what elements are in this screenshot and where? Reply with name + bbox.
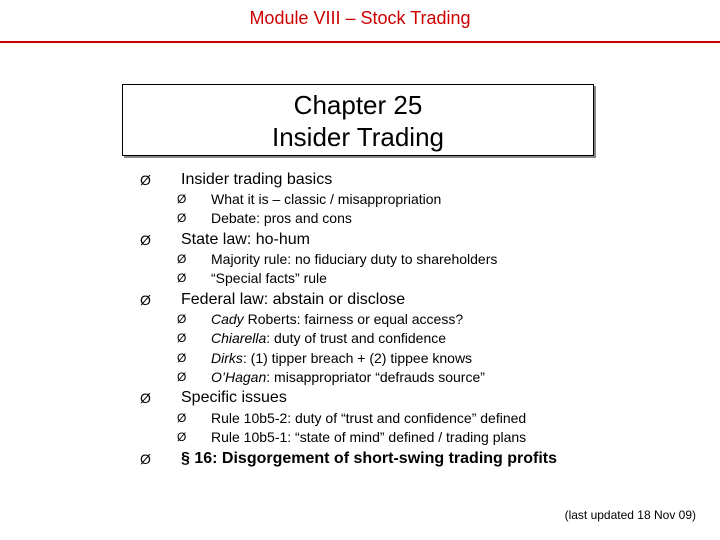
slide-header: Module VIII – Stock Trading xyxy=(249,8,471,28)
arrow-bullet-icon: Ø xyxy=(177,271,187,285)
list-item-text xyxy=(211,368,485,386)
list-item-text: Rule 10b5-2: duty of “trust and confidence” defined xyxy=(211,410,527,426)
section-heading: § 16: Disgorgement of short-swing trading profits xyxy=(181,450,558,467)
title-box xyxy=(122,84,594,156)
list-item-text: Debate: pros and cons xyxy=(211,210,352,226)
arrow-bullet-icon: Ø xyxy=(177,370,187,384)
case-name: O’Hagan xyxy=(211,369,267,385)
last-updated-note: (last updated 18 Nov 09) xyxy=(564,508,696,522)
arrow-bullet-icon: Ø xyxy=(177,211,187,225)
list-item-text: Majority rule: no fiduciary duty to shareholders xyxy=(211,251,498,267)
list-item-text xyxy=(211,329,446,347)
case-name: Cady xyxy=(211,311,244,327)
case-description: : duty of trust and confidence xyxy=(266,330,447,346)
section-heading: Insider trading basics xyxy=(181,171,333,188)
case-description: : (1) tipper breach + (2) tippee knows xyxy=(242,350,473,366)
case-name: Chiarella xyxy=(211,330,267,346)
arrow-bullet-icon: Ø xyxy=(177,351,187,365)
arrow-bullet-icon: Ø xyxy=(140,172,151,188)
arrow-bullet-icon: Ø xyxy=(177,192,187,206)
section-heading: Specific issues xyxy=(181,389,287,406)
arrow-bullet-icon: Ø xyxy=(177,331,187,345)
arrow-bullet-icon: Ø xyxy=(140,390,151,406)
case-name: Dirks xyxy=(211,350,243,366)
case-description: : misappropriator “defrauds source” xyxy=(266,369,485,385)
arrow-bullet-icon: Ø xyxy=(140,451,151,467)
section-heading: State law: ho-hum xyxy=(181,231,310,248)
list-item-text: “Special facts” rule xyxy=(211,270,327,286)
section-heading: Federal law: abstain or disclose xyxy=(181,291,406,308)
list-item-text xyxy=(211,349,472,367)
list-item-text: What it is – classic / misappropriation xyxy=(211,191,442,207)
arrow-bullet-icon: Ø xyxy=(177,411,187,425)
arrow-bullet-icon: Ø xyxy=(177,430,187,444)
arrow-bullet-icon: Ø xyxy=(177,252,187,266)
chapter-subtitle: Insider Trading xyxy=(272,122,444,152)
list-item-text xyxy=(211,310,463,328)
arrow-bullet-icon: Ø xyxy=(140,232,151,248)
case-description: Roberts: fairness or equal access? xyxy=(243,311,464,327)
chapter-title: Chapter 25 xyxy=(293,90,423,120)
arrow-bullet-icon: Ø xyxy=(140,292,151,308)
arrow-bullet-icon: Ø xyxy=(177,312,187,326)
header-divider xyxy=(0,41,720,43)
list-item-text: Rule 10b5-1: “state of mind” defined / trading plans xyxy=(211,429,527,445)
